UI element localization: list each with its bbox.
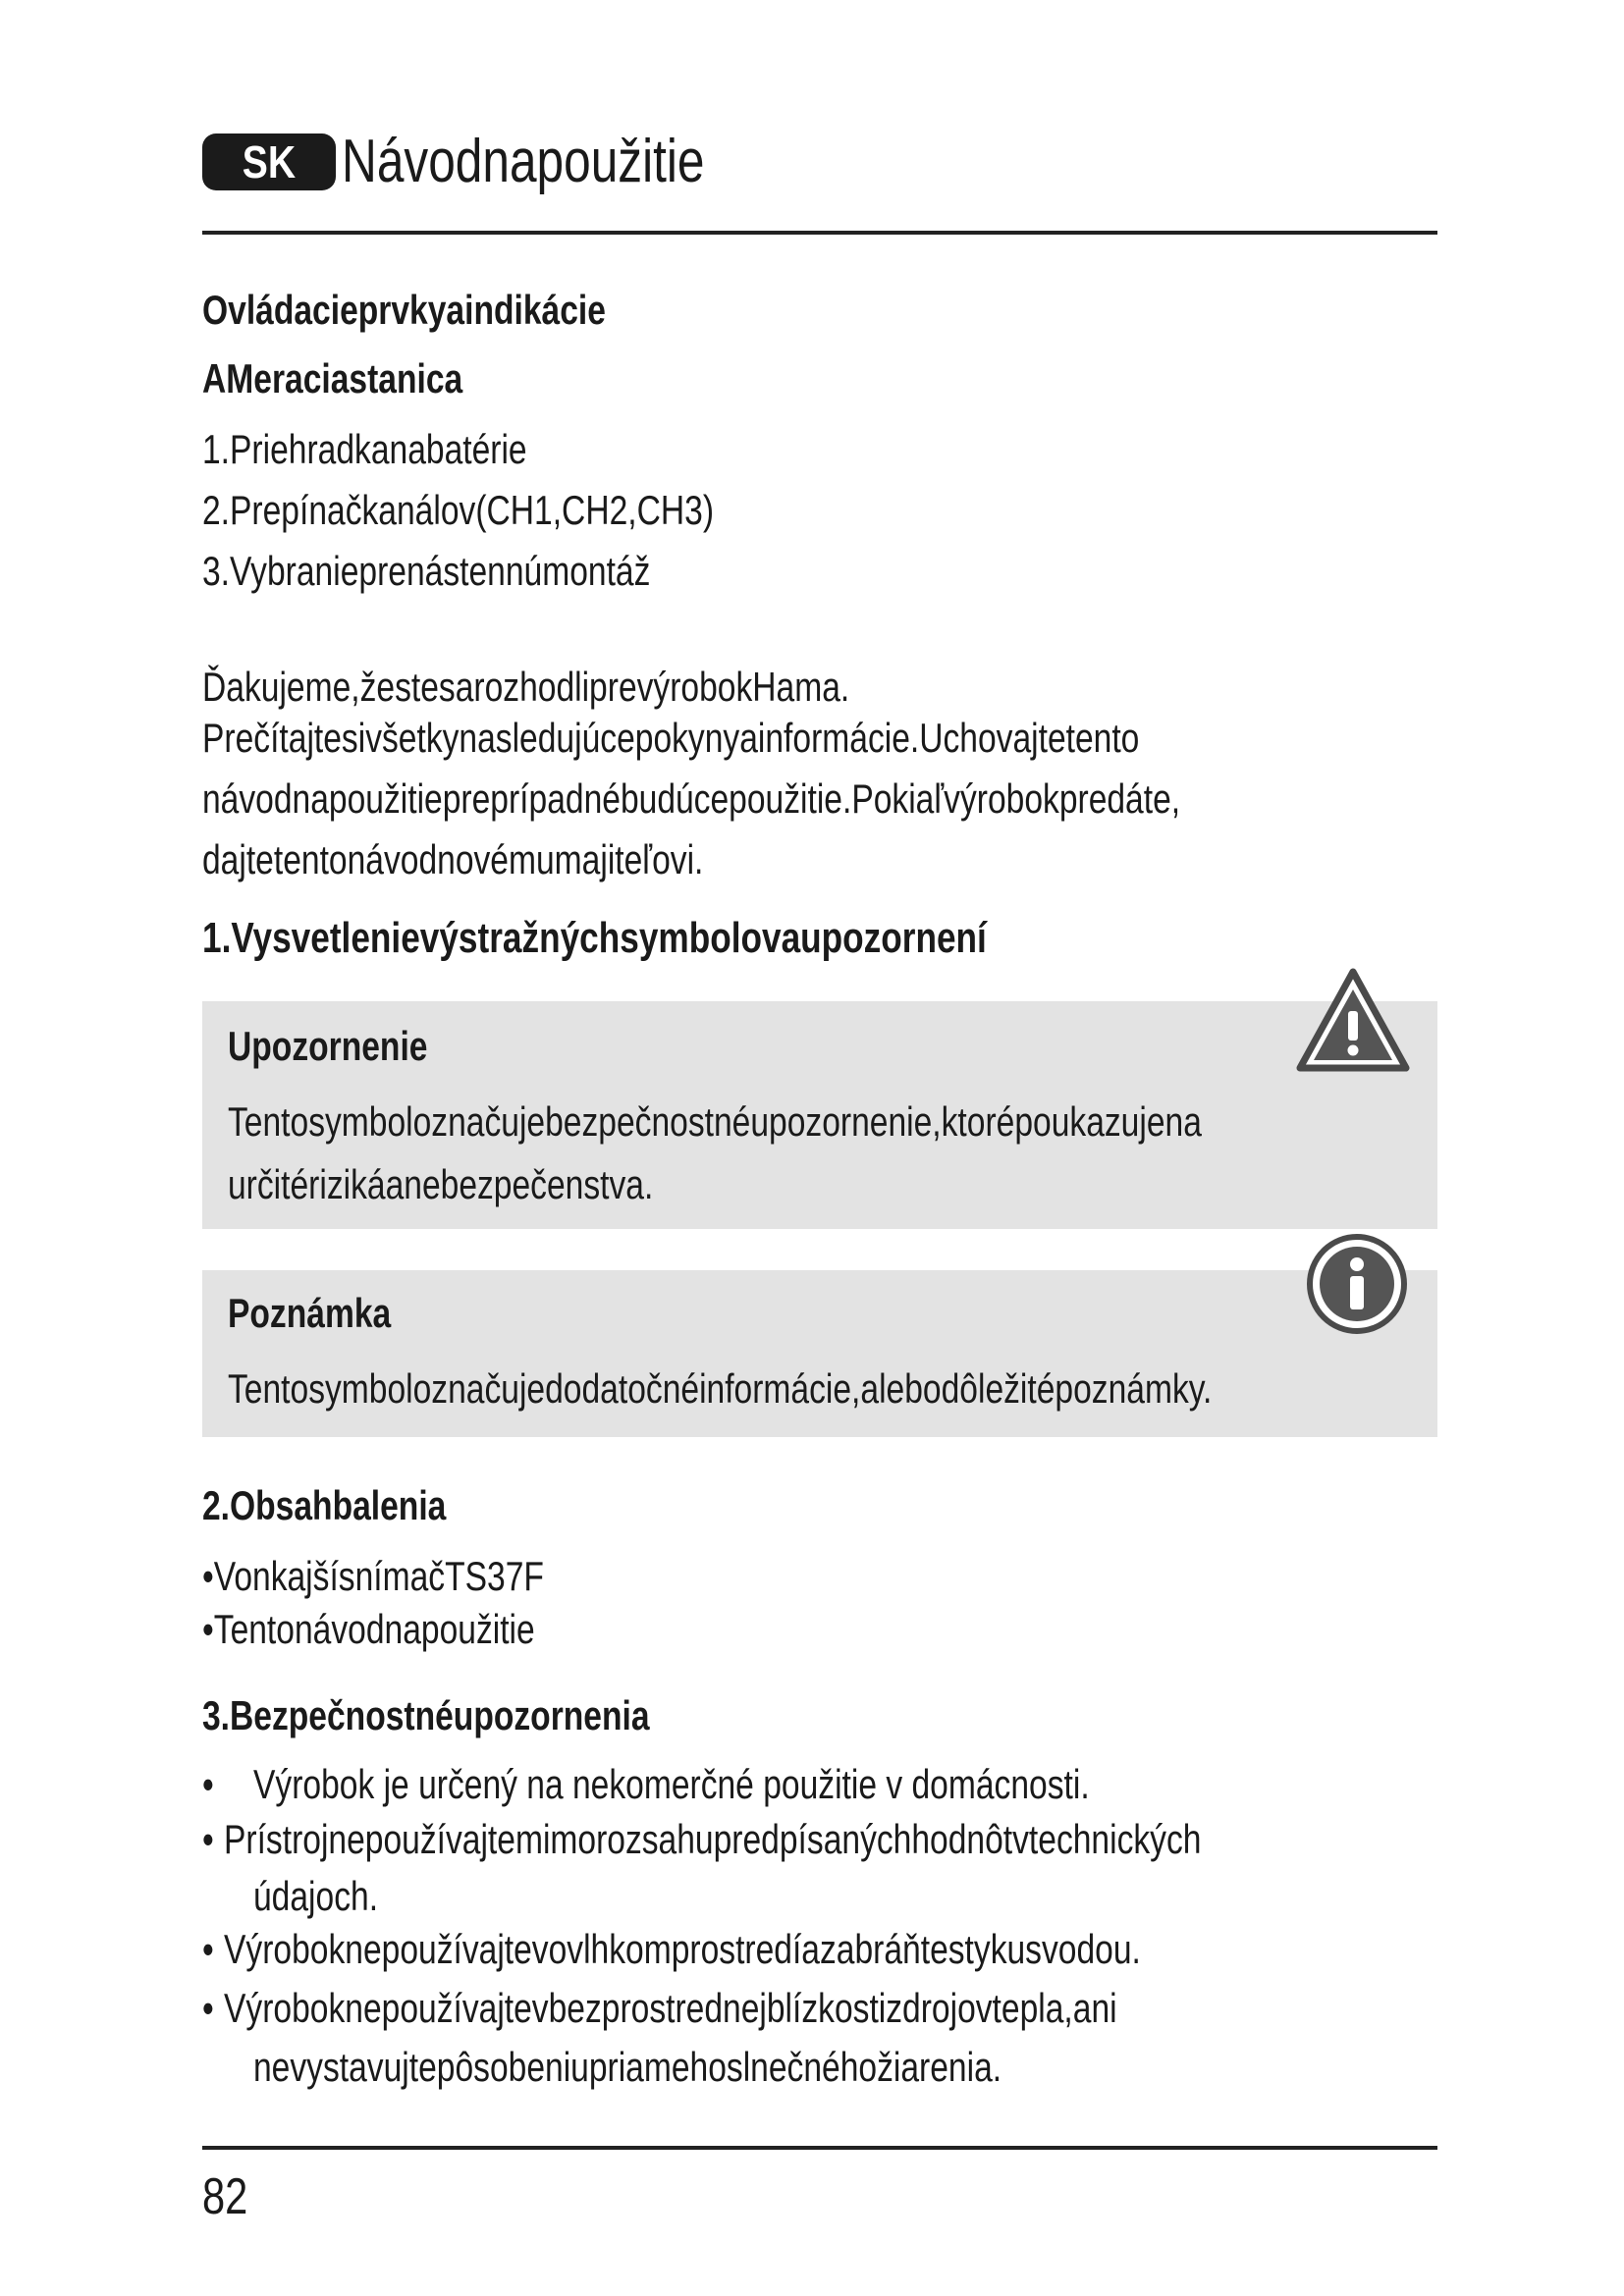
safety-item: • Výrobok je určený na nekomerčné použitie v domácnosti. bbox=[202, 1761, 1090, 1807]
controls-heading: Ovládacieprvkyaindikácie bbox=[202, 287, 606, 333]
language-badge: SK bbox=[202, 133, 336, 190]
controls-item: 1.Priehradkanabatérie bbox=[202, 426, 527, 472]
note-callout bbox=[202, 1270, 1437, 1437]
package-item: •Tentonávodnapoužitie bbox=[202, 1606, 535, 1652]
intro-line: Prečítajtesivšetkynasledujúcepokynyainformácie.Uchovajtetento bbox=[202, 715, 1140, 761]
page-header bbox=[202, 130, 1437, 194]
safety-item-continuation: nevystavujtepôsobeniupriamehoslnečnéhožiarenia. bbox=[253, 2044, 1002, 2090]
section2-heading: 2.Obsahbalenia bbox=[202, 1482, 447, 1528]
intro-line: návodnapoužitiepreprípadnébudúcepoužitie.Pokiaľvýrobokpredáte, bbox=[202, 775, 1181, 822]
safety-item: • Prístrojnepoužívajtemimorozsahupredpísanýchhodnôtvtechnických bbox=[202, 1816, 1202, 1862]
safety-item: • Výroboknepoužívajtevovlhkomprostredíazabráňtestykusvodou. bbox=[202, 1926, 1141, 1972]
warning-callout bbox=[202, 1001, 1437, 1229]
page-number: 82 bbox=[202, 2168, 248, 2225]
intro-line: dajtetentonávodnovémumajiteľovi. bbox=[202, 836, 704, 882]
warning-triangle-icon bbox=[1294, 966, 1412, 1074]
footer-rule bbox=[202, 2146, 1437, 2150]
safety-item: • Výroboknepoužívajtevbezprostrednejblízkostizdrojovtepla,ani bbox=[202, 1985, 1117, 2031]
header-rule bbox=[202, 231, 1437, 235]
controls-item: 3.Vybranieprenástennúmontáž bbox=[202, 548, 651, 594]
safety-item-continuation: údajoch. bbox=[253, 1873, 379, 1919]
document-title: Návodnapoužitie bbox=[342, 128, 705, 195]
section3-heading: 3.Bezpečnostnéupozornenia bbox=[202, 1692, 650, 1738]
section1-heading: 1.Vysvetlenievýstražnýchsymbolovaupozornení bbox=[202, 914, 987, 962]
intro-line: Ďakujeme,žestesarozhodliprevýrobokHama. bbox=[202, 664, 850, 710]
package-item: •VonkajšísnímačTS37F bbox=[202, 1553, 544, 1599]
warning-text-line: Tentosymboloznačujebezpečnostnéupozornenie,ktorépoukazujena bbox=[228, 1098, 1202, 1145]
note-text-line: Tentosymboloznačujedodatočnéinformácie,alebodôležitépoznámky. bbox=[228, 1365, 1213, 1412]
controls-item: 2.Prepínačkanálov(CH1,CH2,CH3) bbox=[202, 487, 715, 533]
warning-text-line: určitérizikáanebezpečenstva. bbox=[228, 1161, 654, 1207]
controls-subheading: AMeraciastanica bbox=[202, 355, 463, 401]
warning-title: Upozornenie bbox=[228, 1023, 428, 1069]
note-title: Poznámka bbox=[228, 1290, 392, 1336]
info-circle-icon bbox=[1306, 1233, 1408, 1335]
manual-page bbox=[202, 0, 1437, 2296]
